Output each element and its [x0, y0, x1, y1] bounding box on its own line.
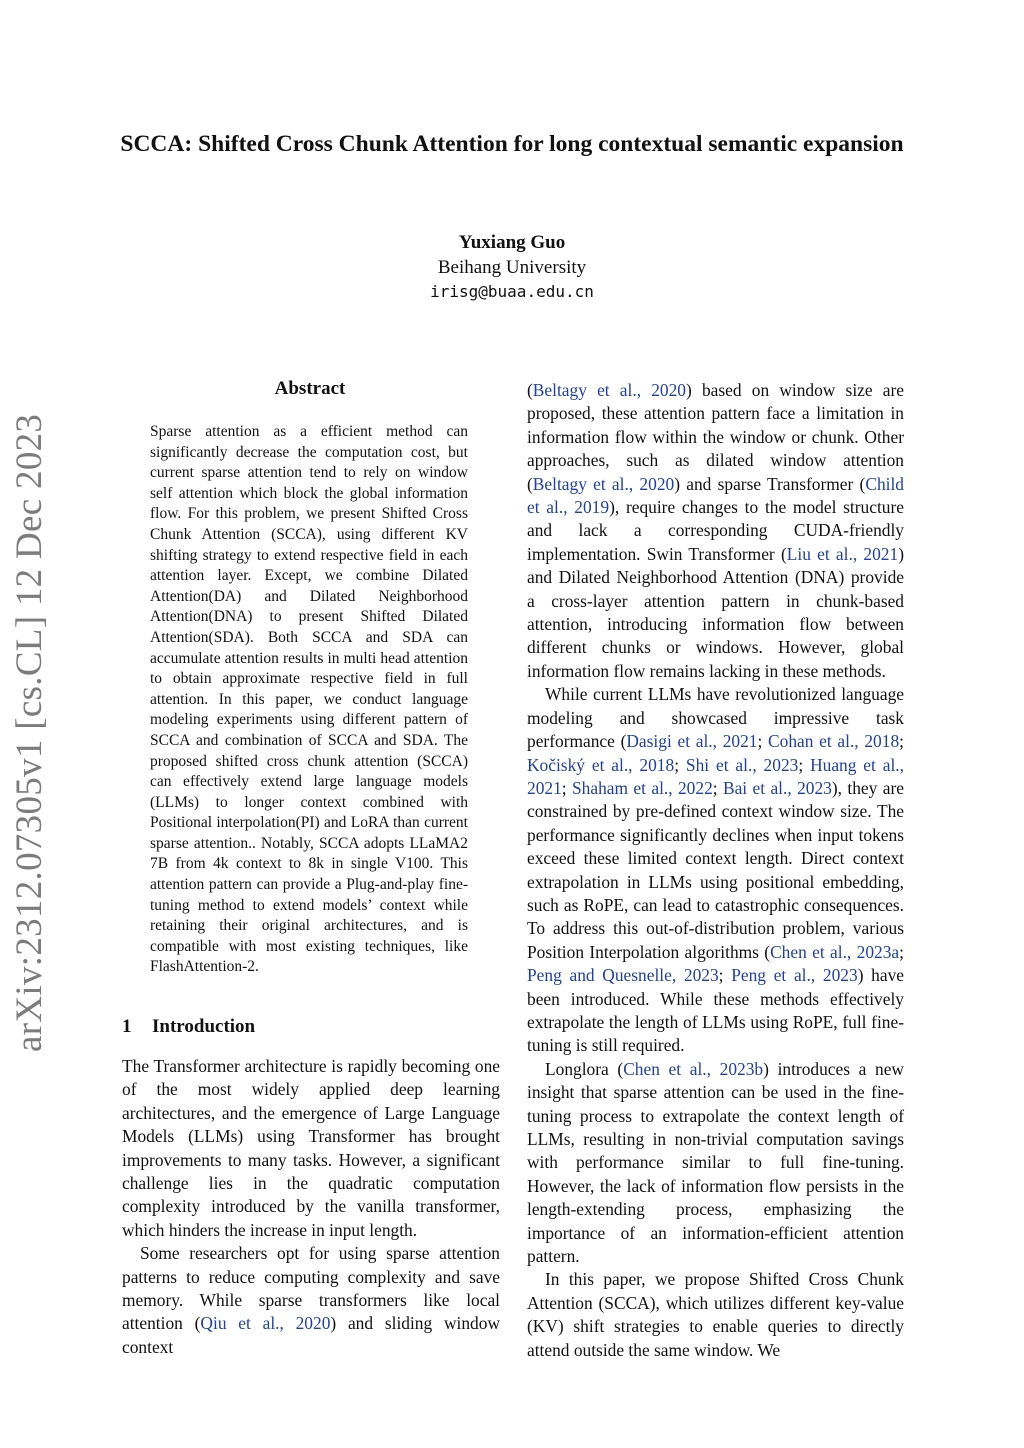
intro-paragraph-3 — [527, 379, 904, 683]
abstract-heading: Abstract — [274, 378, 346, 399]
abstract-body: Sparse attention as a efficient method can significantly decrease the computation cost, but current sparse attention tend to rely on window self attention which block the global information flow. For this problem, we present Shifted Cross Chunk Attention (SCCA), using different KV shifting strategy to extend respective field in each attention layer. Except, we combine Dilated Attention(DA) and Dilated Neighborhood Attention(DNA) to present Shifted Dilated Attention(SDA). Both SCCA and SDA can accumulate attention results in multi head attention to obtain approximate respective field in full attention. In this paper, we conduct language modeling experiments using different pattern of SCCA and combination of SCCA and SDA. The proposed shifted cross chunk attention (SCCA) can effectively extend large language models (LLMs) to longer context combined with Positional interpolation(PI) and LoRA than current sparse attention.. Notably, SCCA adopts LLaMA2 7B from 4k context to 8k in single V100. This attention pattern can provide a Plug-and-play fine-tuning method to extend models’ context while retaining their original architectures, and is compatible with most existing techniques, like FlashAttention-2. — [150, 423, 468, 976]
citation-link[interactable]: Peng et al., 2023 — [731, 965, 858, 986]
citation-link[interactable]: Shi et al., 2023 — [685, 754, 799, 775]
intro-paragraph-4: While current LLMs have revolutionized language modeling and showcased impressive task performance (Dasigi et al., 2021; Cohan et al., 2018; Kočiský et al., 2018; Shi et al., 2023; Huang et al., 2021; Shaham et al., 2022; Bai et al., 2023), they are constrained by pre-defined context window size. The performance significantly declines when input tokens exceed these limited context length. Direct context extrapolation in LLMs using positional embedding, such as RoPE, can lead to catastrophic consequences. To address this out-of-distribution problem, various Position Interpolation algorithms (Chen et al., 2023a; Peng and Quesnelle, 2023; Peng et al., 2023) have been introduced. While these methods effectively extrapolate the length of LLMs using RoPE, full fine-tuning is still required. — [527, 684, 905, 1056]
citation-link[interactable]: Cohan et al., 2018 — [768, 731, 900, 752]
text-run: ), require changes to the model structure and lack a corresponding CUDA-friendly implementation. Swin Transformer ( — [527, 497, 904, 564]
text-run: ) introduces a new insight that sparse attention can be used in the fine-tuning process to extrapolate the context length of LLMs, resulting in non-trivial computation savings with performance similar to full fine-tuning. However, the lack of information flow persists in the length-extending process, emphasizing the importance of an information-efficient attention pattern. — [527, 1058, 904, 1267]
citation-link[interactable]: Shaham et al., 2022 — [572, 777, 713, 798]
section-number: 1 — [122, 1016, 132, 1037]
intro-paragraph-1: The Transformer architecture is rapidly becoming one of the most widely applied deep learning architectures, and the emergence of Large Language Models (LLMs) using Transformer has brought improvements to many tasks. However, a significant challenge lies in the quadratic computation complexity introduced by the vanilla transformer, which hinders the increase in input length. — [122, 1056, 500, 1240]
citation-link[interactable]: Beltagy et al., 2020 — [532, 473, 675, 494]
left-column-body — [122, 1055, 500, 1359]
citation-link[interactable]: Beltagy et al., 2020 — [532, 380, 687, 400]
citation-link[interactable]: Kočiský et al., 2018 — [527, 754, 675, 775]
author-affiliation: Beihang University — [437, 257, 587, 278]
text-run: ) and sliding window context — [122, 1313, 500, 1357]
citation-link[interactable]: Chen et al., 2023b — [623, 1058, 764, 1079]
section-title: Introduction — [152, 1016, 256, 1037]
text-run: ( — [527, 380, 533, 400]
intro-paragraph-2 — [122, 1242, 500, 1359]
text-run: Longlora ( — [545, 1058, 624, 1079]
arxiv-identifier-stamp: arXiv:2312.07305v1 [cs.CL] 12 Dec 2023 — [9, 413, 50, 1052]
text-run: ) based on window size are proposed, these attention pattern face a limitation in information flow within the window or chunk. Other approaches, such as dilated window attention ( — [527, 380, 904, 494]
citation-link[interactable]: Huang et al., 2021 — [527, 754, 904, 798]
text-run: ) and sparse Transformer ( — [674, 473, 866, 494]
author-email: irisg@buaa.edu.cn — [430, 282, 594, 301]
section-heading-introduction — [122, 1016, 502, 1038]
paper-title: SCCA: Shifted Cross Chunk Attention for long contextual semantic expansion — [120, 131, 904, 157]
citation-link[interactable]: Chen et al., 2023a — [770, 941, 900, 962]
author-block — [312, 230, 712, 304]
text-run: ) and Dilated Neighborhood Attention (DNA) provide a cross-layer attention pattern in chunk-based attention, introducing information flow between different chunks or windows. However, global information flow remains lacking in these methods. — [527, 543, 904, 681]
citation-link[interactable]: Dasigi et al., 2021 — [626, 731, 758, 752]
citation-link[interactable]: Liu et al., 2021 — [786, 543, 899, 564]
intro-paragraph-6: In this paper, we propose Shifted Cross Chunk Attention (SCCA), which utilizes different key-value (KV) shift strategies to enable queries to directly attend outside the same window. We — [527, 1269, 904, 1360]
citation-link[interactable]: Child et al., 2019 — [527, 473, 904, 518]
citation-link[interactable]: Bai et al., 2023 — [722, 777, 832, 798]
text-run: Some researchers opt for using sparse attention patterns to reduce computing complexity and save memory. While sparse transformers like local attention ( — [122, 1243, 500, 1334]
intro-paragraph-5 — [527, 1058, 904, 1269]
citation-link[interactable]: Qiu et al., 2020 — [200, 1313, 331, 1334]
text-run: ) have been introduced. While these methods effectively extrapolate the length of LLMs using RoPE, full fine-tuning is still required. — [527, 965, 905, 1056]
author-name: Yuxiang Guo — [458, 232, 566, 253]
right-column-body — [527, 379, 904, 1362]
text-run: ), they are constrained by pre-defined context window size. The performance significantly declines when input tokens exceed these limited context length. Direct context extrapolation in LLMs using positional embedding, such as RoPE, can lead to catastrophic consequences. To address this out-of-distribution problem, various Position Interpolation algorithms ( — [527, 777, 904, 962]
text-run: While current LLMs have revolutionized language modeling and showcased impressive task performance ( — [527, 684, 904, 752]
citation-link[interactable]: Peng and Quesnelle, 2023 — [527, 965, 719, 986]
